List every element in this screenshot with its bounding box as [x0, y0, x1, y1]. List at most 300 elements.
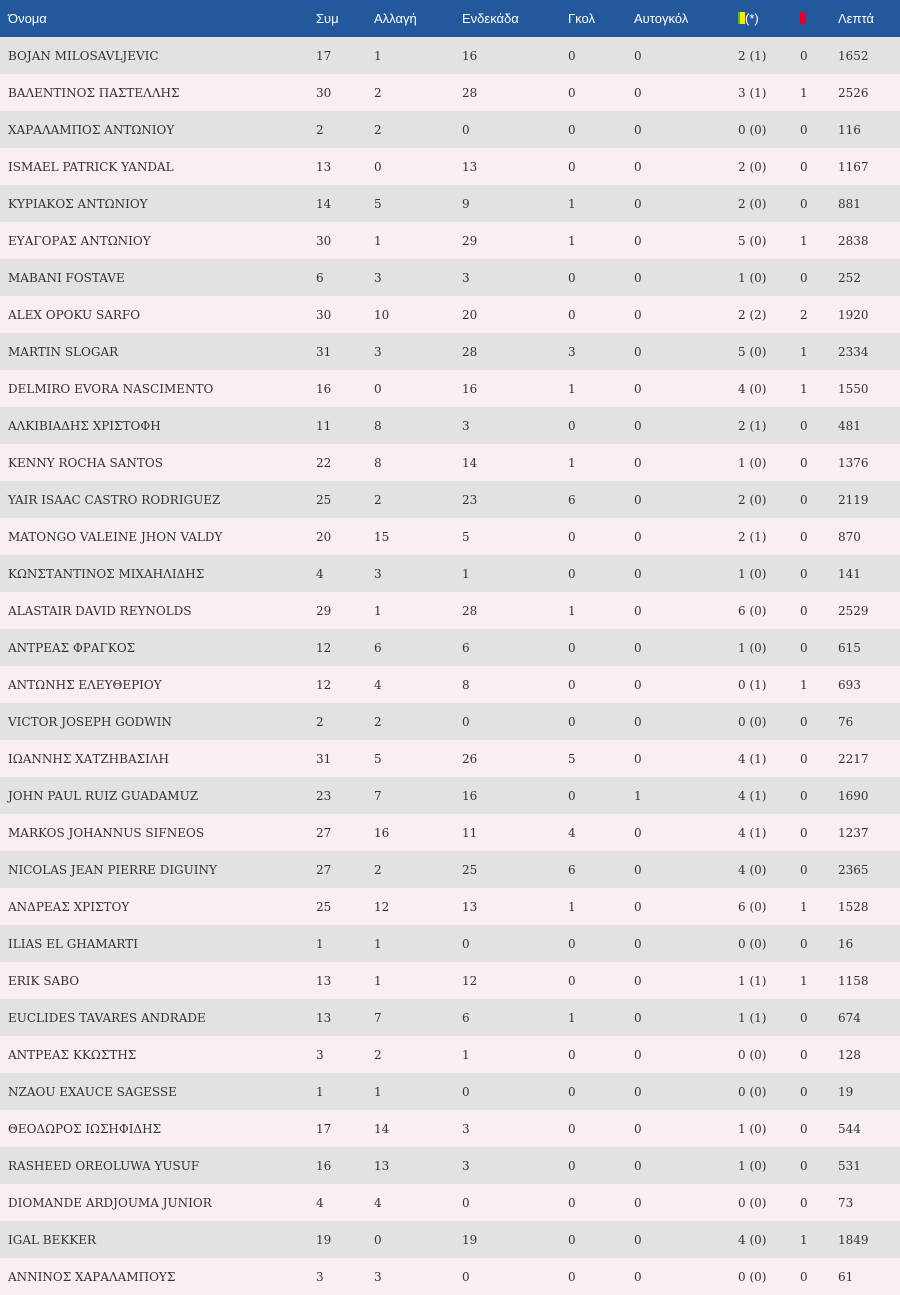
substitutions-cell: 3	[374, 1269, 382, 1284]
red-cards-cell: 0	[800, 1269, 808, 1284]
goals-cell: 1	[568, 455, 576, 470]
player-name: ALASTAIR DAVID REYNOLDS	[8, 603, 192, 618]
yellow-cards-cell: 0 (0)	[738, 1269, 767, 1284]
starts-cell: 6	[462, 1010, 470, 1025]
yellow-cards-cell: 0 (0)	[738, 1047, 767, 1062]
own-goals-cell: 0	[634, 751, 642, 766]
minutes-cell: 881	[838, 196, 861, 211]
player-name: ΑΝΤΩΝΗΣ ΕΛΕΥΘΕΡΙΟΥ	[8, 677, 162, 692]
substitutions-cell: 8	[374, 418, 382, 433]
starts-cell: 3	[462, 1158, 470, 1173]
player-name: ΑΝΝΙΝΟΣ ΧΑΡΑΛΑΜΠΟΥΣ	[8, 1269, 176, 1284]
substitutions-cell: 0	[374, 159, 382, 174]
minutes-cell: 1550	[838, 381, 869, 396]
player-name: EUCLIDES TAVARES ANDRADE	[8, 1010, 206, 1025]
yellow-card-icon	[738, 12, 745, 24]
goals-cell: 0	[568, 677, 576, 692]
goals-cell: 0	[568, 1158, 576, 1173]
goals-cell: 0	[568, 788, 576, 803]
substitutions-cell: 15	[374, 529, 390, 544]
substitutions-cell: 3	[374, 270, 382, 285]
table-row	[0, 703, 900, 740]
appearances-cell: 14	[316, 196, 332, 211]
red-cards-cell: 0	[800, 1047, 808, 1062]
table-row	[0, 148, 900, 185]
appearances-cell: 30	[316, 233, 332, 248]
table-row	[0, 111, 900, 148]
appearances-cell: 25	[316, 899, 332, 914]
substitutions-cell: 2	[374, 1047, 382, 1062]
starts-cell: 20	[462, 307, 478, 322]
player-name: MABANI FOSTAVE	[8, 270, 125, 285]
appearances-cell: 4	[316, 566, 324, 581]
minutes-cell: 252	[838, 270, 861, 285]
player-name: VICTOR JOSEPH GODWIN	[8, 714, 172, 729]
substitutions-cell: 2	[374, 862, 382, 877]
player-name: RASHEED OREOLUWA YUSUF	[8, 1158, 200, 1173]
yellow-cards-cell: 0 (0)	[738, 714, 767, 729]
starts-cell: 14	[462, 455, 478, 470]
red-cards-cell: 1	[800, 344, 808, 359]
own-goals-cell: 0	[634, 344, 642, 359]
red-cards-cell: 1	[800, 233, 808, 248]
goals-cell: 1	[568, 381, 576, 396]
red-cards-cell: 0	[800, 1010, 808, 1025]
red-card-icon	[800, 12, 806, 24]
substitutions-cell: 7	[374, 788, 382, 803]
starts-cell: 12	[462, 973, 478, 988]
minutes-cell: 2529	[838, 603, 869, 618]
minutes-cell: 544	[838, 1121, 861, 1136]
own-goals-cell: 0	[634, 122, 642, 137]
red-cards-cell: 0	[800, 270, 808, 285]
substitutions-cell: 0	[374, 381, 382, 396]
header-appearances[interactable]: Συμ	[316, 11, 339, 26]
header-name[interactable]: Όνομα	[8, 11, 47, 26]
substitutions-cell: 4	[374, 1195, 382, 1210]
goals-cell: 1	[568, 899, 576, 914]
goals-cell: 0	[568, 159, 576, 174]
goals-cell: 0	[568, 1084, 576, 1099]
starts-cell: 3	[462, 1121, 470, 1136]
table-row	[0, 259, 900, 296]
appearances-cell: 31	[316, 751, 332, 766]
minutes-cell: 693	[838, 677, 861, 692]
starts-cell: 5	[462, 529, 470, 544]
yellow-cards-cell: 4 (1)	[738, 825, 767, 840]
starts-cell: 28	[462, 344, 478, 359]
table-row	[0, 185, 900, 222]
appearances-cell: 6	[316, 270, 324, 285]
minutes-cell: 2217	[838, 751, 869, 766]
table-row	[0, 222, 900, 259]
red-cards-cell: 0	[800, 529, 808, 544]
yellow-cards-cell: 1 (0)	[738, 1158, 767, 1173]
minutes-cell: 116	[838, 122, 861, 137]
red-cards-cell: 0	[800, 1084, 808, 1099]
red-cards-cell: 2	[800, 307, 808, 322]
minutes-cell: 481	[838, 418, 861, 433]
appearances-cell: 31	[316, 344, 332, 359]
appearances-cell: 20	[316, 529, 332, 544]
table-row	[0, 333, 900, 370]
starts-cell: 0	[462, 122, 470, 137]
table-row	[0, 518, 900, 555]
table-row	[0, 925, 900, 962]
starts-cell: 1	[462, 566, 470, 581]
goals-cell: 1	[568, 1010, 576, 1025]
own-goals-cell: 0	[634, 566, 642, 581]
table-row	[0, 444, 900, 481]
goals-cell: 1	[568, 603, 576, 618]
yellow-cards-cell: 3 (1)	[738, 85, 767, 100]
appearances-cell: 11	[316, 418, 332, 433]
yellow-cards-cell: 0 (0)	[738, 1084, 767, 1099]
red-cards-cell: 0	[800, 1158, 808, 1173]
player-name: ΧΑΡΑΛΑΜΠΟΣ ΑΝΤΩΝΙΟΥ	[8, 122, 175, 137]
yellow-cards-cell: 4 (1)	[738, 751, 767, 766]
substitutions-cell: 13	[374, 1158, 390, 1173]
starts-cell: 29	[462, 233, 478, 248]
player-name: ISMAEL PATRICK YANDAL	[8, 159, 174, 174]
yellow-cards-cell: 1 (0)	[738, 1121, 767, 1136]
yellow-cards-cell: 1 (0)	[738, 566, 767, 581]
player-name: ΚΩΝΣΤΑΝΤΙΝΟΣ ΜΙΧΑΗΛΙΔΗΣ	[8, 566, 205, 581]
yellow-cards-cell: 4 (0)	[738, 1232, 767, 1247]
appearances-cell: 3	[316, 1269, 324, 1284]
table-header	[0, 0, 900, 37]
minutes-cell: 1849	[838, 1232, 869, 1247]
player-name: BOJAN MILOSAVLJEVIC	[8, 48, 159, 63]
appearances-cell: 4	[316, 1195, 324, 1210]
player-name: ALEX OPOKU SARFO	[8, 307, 141, 322]
red-cards-cell: 0	[800, 640, 808, 655]
red-cards-cell: 1	[800, 973, 808, 988]
substitutions-cell: 3	[374, 344, 382, 359]
yellow-cards-cell: 6 (0)	[738, 603, 767, 618]
player-name: ΑΝΔΡΕΑΣ ΧΡΙΣΤΟΥ	[8, 899, 130, 914]
own-goals-cell: 0	[634, 677, 642, 692]
starts-cell: 3	[462, 270, 470, 285]
own-goals-cell: 1	[634, 788, 642, 803]
own-goals-cell: 0	[634, 899, 642, 914]
goals-cell: 0	[568, 418, 576, 433]
yellow-cards-cell: 1 (0)	[738, 640, 767, 655]
minutes-cell: 2334	[838, 344, 869, 359]
substitutions-cell: 1	[374, 603, 382, 618]
starts-cell: 26	[462, 751, 478, 766]
yellow-cards-cell: 2 (1)	[738, 529, 767, 544]
yellow-cards-cell: 4 (0)	[738, 862, 767, 877]
substitutions-cell: 2	[374, 714, 382, 729]
own-goals-cell: 0	[634, 936, 642, 951]
header-yellow-cards[interactable]	[738, 0, 800, 37]
own-goals-cell: 0	[634, 381, 642, 396]
yellow-cards-cell: 2 (0)	[738, 492, 767, 507]
appearances-cell: 16	[316, 381, 332, 396]
appearances-cell: 17	[316, 1121, 332, 1136]
appearances-cell: 22	[316, 455, 332, 470]
header-yellow-suffix: (*)	[745, 11, 759, 26]
goals-cell: 0	[568, 529, 576, 544]
header-minutes[interactable]: Λεπτά	[838, 11, 874, 26]
yellow-cards-cell: 5 (0)	[738, 233, 767, 248]
appearances-cell: 30	[316, 85, 332, 100]
table-body	[0, 37, 900, 1295]
red-cards-cell: 1	[800, 677, 808, 692]
substitutions-cell: 1	[374, 973, 382, 988]
appearances-cell: 12	[316, 640, 332, 655]
substitutions-cell: 5	[374, 196, 382, 211]
appearances-cell: 25	[316, 492, 332, 507]
substitutions-cell: 10	[374, 307, 390, 322]
goals-cell: 0	[568, 270, 576, 285]
substitutions-cell: 1	[374, 233, 382, 248]
starts-cell: 16	[462, 381, 478, 396]
substitutions-cell: 2	[374, 85, 382, 100]
own-goals-cell: 0	[634, 1158, 642, 1173]
starts-cell: 3	[462, 418, 470, 433]
appearances-cell: 2	[316, 122, 324, 137]
minutes-cell: 73	[838, 1195, 854, 1210]
player-name: ERIK SABO	[8, 973, 80, 988]
red-cards-cell: 0	[800, 936, 808, 951]
own-goals-cell: 0	[634, 159, 642, 174]
appearances-cell: 30	[316, 307, 332, 322]
red-cards-cell: 0	[800, 122, 808, 137]
player-name: MATONGO VALEINE JHON VALDY	[8, 529, 223, 544]
table-row	[0, 1184, 900, 1221]
goals-cell: 0	[568, 1047, 576, 1062]
table-row	[0, 1110, 900, 1147]
starts-cell: 19	[462, 1232, 478, 1247]
appearances-cell: 19	[316, 1232, 332, 1247]
player-name: NICOLAS JEAN PIERRE DIGUINY	[8, 862, 217, 877]
own-goals-cell: 0	[634, 1047, 642, 1062]
own-goals-cell: 0	[634, 1084, 642, 1099]
minutes-cell: 1376	[838, 455, 869, 470]
starts-cell: 6	[462, 640, 470, 655]
yellow-cards-cell: 0 (0)	[738, 936, 767, 951]
red-cards-cell: 1	[800, 899, 808, 914]
minutes-cell: 531	[838, 1158, 861, 1173]
substitutions-cell: 2	[374, 122, 382, 137]
red-cards-cell: 0	[800, 418, 808, 433]
appearances-cell: 12	[316, 677, 332, 692]
minutes-cell: 1690	[838, 788, 869, 803]
yellow-cards-cell: 1 (0)	[738, 455, 767, 470]
appearances-cell: 1	[316, 1084, 324, 1099]
goals-cell: 4	[568, 825, 576, 840]
minutes-cell: 1528	[838, 899, 869, 914]
goals-cell: 1	[568, 196, 576, 211]
starts-cell: 0	[462, 936, 470, 951]
player-name: DIOMANDE ARDJOUMA JUNIOR	[8, 1195, 212, 1210]
player-name: ΙΩΑΝΝΗΣ ΧΑΤΖΗΒΑΣΙΛΗ	[8, 751, 169, 766]
minutes-cell: 870	[838, 529, 861, 544]
appearances-cell: 23	[316, 788, 332, 803]
minutes-cell: 19	[838, 1084, 854, 1099]
red-cards-cell: 0	[800, 751, 808, 766]
minutes-cell: 76	[838, 714, 854, 729]
goals-cell: 0	[568, 1195, 576, 1210]
starts-cell: 16	[462, 788, 478, 803]
red-cards-cell: 0	[800, 862, 808, 877]
table-row	[0, 1258, 900, 1295]
minutes-cell: 61	[838, 1269, 854, 1284]
yellow-cards-cell: 4 (0)	[738, 381, 767, 396]
starts-cell: 13	[462, 159, 478, 174]
yellow-cards-cell: 4 (1)	[738, 788, 767, 803]
goals-cell: 0	[568, 1232, 576, 1247]
table-row	[0, 814, 900, 851]
header-red-cards[interactable]	[800, 0, 838, 37]
minutes-cell: 128	[838, 1047, 861, 1062]
minutes-cell: 2365	[838, 862, 869, 877]
own-goals-cell: 0	[634, 1195, 642, 1210]
red-cards-cell: 0	[800, 196, 808, 211]
red-cards-cell: 0	[800, 566, 808, 581]
appearances-cell: 27	[316, 825, 332, 840]
own-goals-cell: 0	[634, 825, 642, 840]
red-cards-cell: 1	[800, 381, 808, 396]
minutes-cell: 2526	[838, 85, 869, 100]
substitutions-cell: 14	[374, 1121, 390, 1136]
table-row	[0, 296, 900, 333]
starts-cell: 0	[462, 1084, 470, 1099]
table-row	[0, 1221, 900, 1258]
player-name: ΕΥΑΓΟΡΑΣ ΑΝΤΩΝΙΟΥ	[8, 233, 151, 248]
starts-cell: 0	[462, 1269, 470, 1284]
own-goals-cell: 0	[634, 529, 642, 544]
table-row	[0, 629, 900, 666]
goals-cell: 6	[568, 862, 576, 877]
appearances-cell: 27	[316, 862, 332, 877]
own-goals-cell: 0	[634, 492, 642, 507]
player-name: KENNY ROCHA SANTOS	[8, 455, 163, 470]
appearances-cell: 29	[316, 603, 332, 618]
minutes-cell: 16	[838, 936, 854, 951]
table-row	[0, 999, 900, 1036]
header-substitutions[interactable]: Αλλαγή	[374, 11, 417, 26]
table-row	[0, 777, 900, 814]
red-cards-cell: 0	[800, 1195, 808, 1210]
yellow-cards-cell: 0 (0)	[738, 122, 767, 137]
player-name: ΘΕΟΔΩΡΟΣ ΙΩΣΗΦΙΔΗΣ	[8, 1121, 162, 1136]
minutes-cell: 1920	[838, 307, 869, 322]
yellow-cards-cell: 1 (0)	[738, 270, 767, 285]
goals-cell: 0	[568, 1121, 576, 1136]
goals-cell: 3	[568, 344, 576, 359]
own-goals-cell: 0	[634, 714, 642, 729]
starts-cell: 0	[462, 1195, 470, 1210]
red-cards-cell: 1	[800, 85, 808, 100]
substitutions-cell: 0	[374, 1232, 382, 1247]
goals-cell: 0	[568, 714, 576, 729]
yellow-cards-cell: 1 (1)	[738, 973, 767, 988]
red-cards-cell: 0	[800, 48, 808, 63]
starts-cell: 23	[462, 492, 478, 507]
starts-cell: 9	[462, 196, 470, 211]
yellow-cards-cell: 6 (0)	[738, 899, 767, 914]
table-row	[0, 555, 900, 592]
player-name: JOHN PAUL RUIZ GUADAMUZ	[8, 788, 199, 803]
red-cards-cell: 0	[800, 714, 808, 729]
minutes-cell: 1652	[838, 48, 869, 63]
goals-cell: 5	[568, 751, 576, 766]
own-goals-cell: 0	[634, 1010, 642, 1025]
starts-cell: 28	[462, 85, 478, 100]
substitutions-cell: 1	[374, 1084, 382, 1099]
goals-cell: 0	[568, 640, 576, 655]
header-own-goals[interactable]: Αυτογκόλ	[634, 11, 689, 26]
table-row	[0, 1036, 900, 1073]
starts-cell: 16	[462, 48, 478, 63]
substitutions-cell: 5	[374, 751, 382, 766]
appearances-cell: 13	[316, 159, 332, 174]
yellow-cards-cell: 2 (0)	[738, 196, 767, 211]
substitutions-cell: 12	[374, 899, 390, 914]
yellow-cards-cell: 2 (2)	[738, 307, 767, 322]
table-row	[0, 481, 900, 518]
player-name: MARKOS JOHANNUS SIFNEOS	[8, 825, 205, 840]
appearances-cell: 3	[316, 1047, 324, 1062]
player-name: ΚΥΡΙΑΚΟΣ ΑΝΤΩΝΙΟΥ	[8, 196, 148, 211]
table-row	[0, 740, 900, 777]
header-starting-eleven[interactable]: Ενδεκάδα	[462, 11, 519, 26]
table-row	[0, 592, 900, 629]
minutes-cell: 2119	[838, 492, 869, 507]
substitutions-cell: 4	[374, 677, 382, 692]
goals-cell: 0	[568, 973, 576, 988]
table-row	[0, 370, 900, 407]
red-cards-cell: 0	[800, 825, 808, 840]
yellow-cards-cell: 2 (1)	[738, 48, 767, 63]
yellow-cards-cell: 2 (0)	[738, 159, 767, 174]
yellow-cards-cell: 2 (1)	[738, 418, 767, 433]
starts-cell: 11	[462, 825, 478, 840]
table-row	[0, 666, 900, 703]
own-goals-cell: 0	[634, 1269, 642, 1284]
table-row	[0, 962, 900, 999]
goals-cell: 0	[568, 936, 576, 951]
goals-cell: 0	[568, 1269, 576, 1284]
minutes-cell: 141	[838, 566, 861, 581]
goals-cell: 0	[568, 122, 576, 137]
own-goals-cell: 0	[634, 270, 642, 285]
own-goals-cell: 0	[634, 455, 642, 470]
appearances-cell: 2	[316, 714, 324, 729]
own-goals-cell: 0	[634, 862, 642, 877]
player-name: DELMIRO EVORA NASCIMENTO	[8, 381, 214, 396]
own-goals-cell: 0	[634, 1121, 642, 1136]
appearances-cell: 13	[316, 973, 332, 988]
player-name: YAIR ISAAC CASTRO RODRIGUEZ	[8, 492, 221, 507]
own-goals-cell: 0	[634, 233, 642, 248]
appearances-cell: 16	[316, 1158, 332, 1173]
minutes-cell: 1158	[838, 973, 869, 988]
starts-cell: 8	[462, 677, 470, 692]
own-goals-cell: 0	[634, 196, 642, 211]
red-cards-cell: 0	[800, 159, 808, 174]
starts-cell: 0	[462, 714, 470, 729]
substitutions-cell: 3	[374, 566, 382, 581]
goals-cell: 6	[568, 492, 576, 507]
player-name: IGAL BEKKER	[8, 1232, 97, 1247]
header-goals[interactable]: Γκολ	[568, 11, 595, 26]
player-name: ΑΝΤΡΕΑΣ ΚΚΩΣΤΗΣ	[8, 1047, 137, 1062]
table-row	[0, 1073, 900, 1110]
